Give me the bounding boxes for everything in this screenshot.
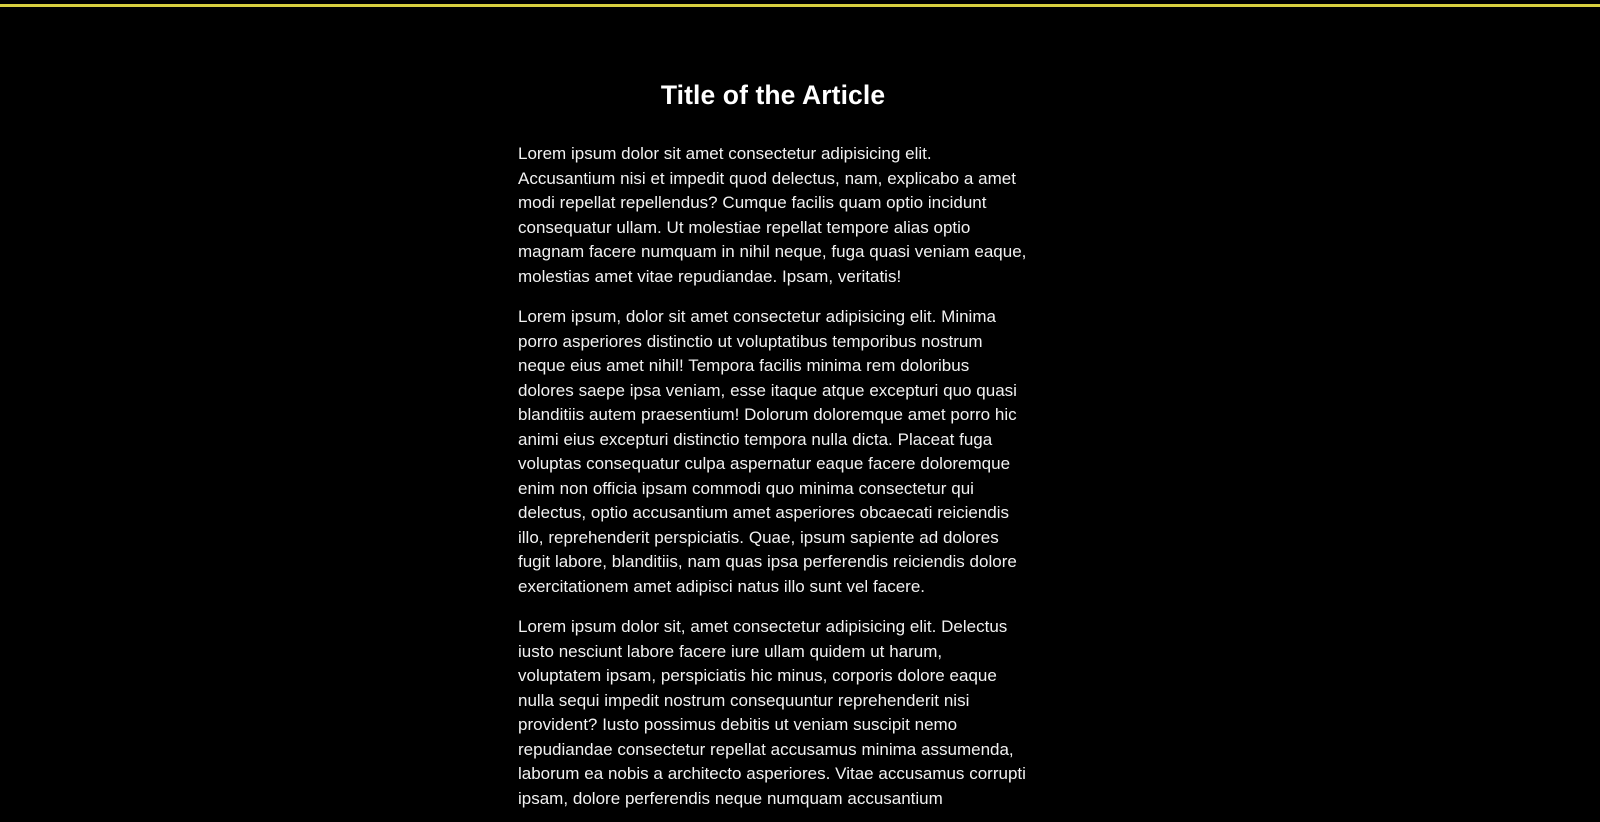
page-title: Title of the Article	[660, 80, 886, 110]
article-paragraph: Lorem ipsum dolor sit amet consectetur adipisicing elit. Accusantium nisi et impedit quod delectus, nam, explicabo a amet modi repellat repellendus? Cumque facilis quam optio incidunt consequatur ullam. Ut molestiae repellat tempore alias optio magnam facere numquam in nihil neque, fuga quasi veniam eaque, molestias amet vitae repudiandae. Ipsam, veritatis!	[518, 144, 1027, 286]
article-body	[518, 142, 1028, 811]
article-paragraph: Lorem ipsum, dolor sit amet consectetur adipisicing elit. Minima porro asperiores distinctio ut voluptatibus temporibus nostrum neque eius amet nihil! Tempora facilis minima rem doloribus dolores saepe ipsa veniam, esse itaque atque excepturi quo quasi blanditiis autem praesentium! Dolorum doloremque amet porro hic animi eius excepturi distinctio tempora nulla dicta. Placeat fuga voluptas consequatur culpa aspernatur eaque facere doloremque enim non officia ipsam commodi quo minima consectetur qui delectus, optio accusantium amet asperiores obcaecati reiciendis illo, reprehenderit perspiciatis. Quae, ipsum sapiente ad dolores fugit labore, blanditiis, nam quas ipsa perferendis reiciendis dolore exercitationem amet adipisci natus illo sunt vel facere.	[518, 307, 1017, 596]
page-scroll-area[interactable]	[0, 7, 1600, 822]
article-paragraph: Lorem ipsum dolor sit, amet consectetur adipisicing elit. Delectus iusto nesciunt labore facere iure ullam quidem ut harum, voluptatem ipsam, perspiciatis hic minus, corporis dolore eaque nulla sequi impedit nostrum consequuntur reprehenderit nisi provident? Iusto possimus debitis ut veniam suscipit nemo repudiandae consectetur repellat accusamus minima assumenda, laborum ea nobis a architecto asperiores. Vitae accusamus corrupti ipsam, dolore perferendis neque numquam accusantium	[518, 617, 1026, 808]
article-container	[509, 7, 1037, 811]
